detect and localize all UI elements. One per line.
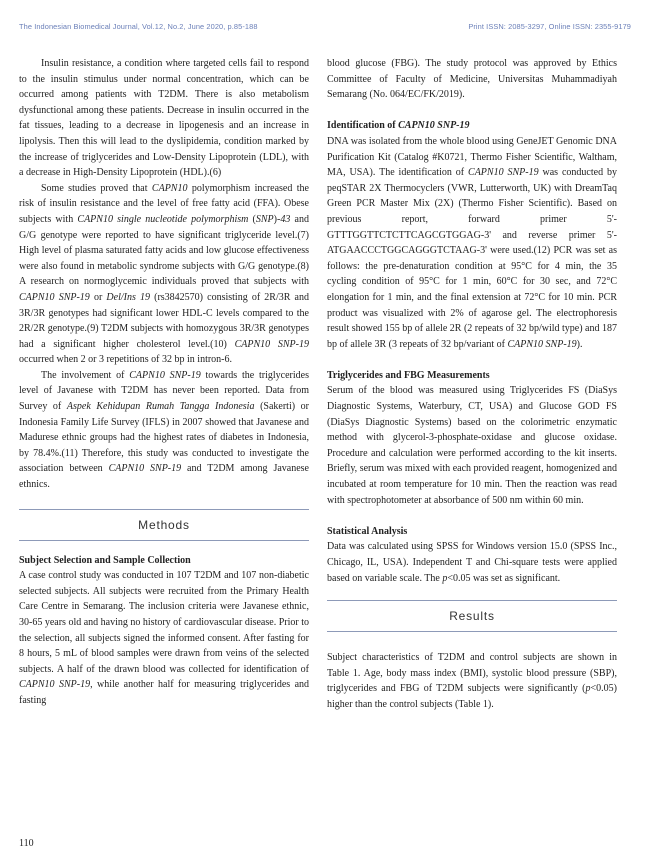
identification-heading: Identification of CAPN10 SNP-19 xyxy=(327,120,470,132)
left-column xyxy=(19,56,309,709)
right-column xyxy=(327,56,617,713)
paragraph-capn10-studies: Some studies proved that CAPN10 polymorphism increased the risk of insulin resistance and the level of free fatty acid (FFA). Obese subjects with CAPN10 single nucleotide polymorphism (SNP)-43 and G/G genotype were reported to have significant triglyceride level.(7) High level of plasma saturated fatty acids and low glucose effectiveness were also found in metabolic syndrome subjects with G/G genotype.(8) A research on normoglycemic individuals proved that subjects with CAPN10 SNP-19 or Del/Ins 19 (rs3842570) consisting of 2R/3R and 3R/3R genotypes had significant lower HDL-C levels compared to the 2R/2R genotype.(9) T2DM subjects with homozygous 3R/3R genotypes had a significant higher cholesterol level.(10) CAPN10 SNP-19 occurred when 2 or 3 repetitions of 32 bp in intron-6. xyxy=(19,182,309,366)
results-section-title: Results xyxy=(327,600,617,632)
methods-section-title: Methods xyxy=(19,509,309,541)
issn-header: Print ISSN: 2085-3297, Online ISSN: 2355-9179 xyxy=(468,22,631,31)
paragraph-results: Subject characteristics of T2DM and control subjects are shown in Table 1. Age, body mass index (BMI), systolic blood pressure (SBP), triglycerides and FBG of T2DM subjects were significantly (p<0.05) higher than the control subjects (Table 1). xyxy=(327,652,617,710)
paragraph-ethics: blood glucose (FBG). The study protocol was approved by Ethics Committee of Faculty of Medicine, Universitas Muhammadiyah Semarang (No. 064/EC/FK/2019). xyxy=(327,58,617,101)
paragraph-dna-isolation: DNA was isolated from the whole blood using GeneJET Genomic DNA Purification Kit (Catalog #K0721, Thermo Fisher Scientific, Waltham, MA, USA). The identification of CAPN10 SNP-19 was conducted by peqSTAR 2X Thermocyclers (VWR, Lutterworth, UK) with DreamTaq Green PCR Master Mix (2X) (Thermo Fisher Scientific). Based on previous report, forward primer 5'-GTTTGGTTCTCTTCAGCGTGGAG-3' and reverse primer 5'-ATGAACCCTGGCAGGGTCTAAG-3' were used.(12) PCR was set as follows: the pre-denaturation condition at 95°C for 4 min, the 35 cycling condition of 95°C for 1 min, 60°C for 30 sec, and 72°C elongation for 1 min, and the final extension at 72°C for 10 min. PCR product was visualized with 2% of agarose gel. The electrophoresis result showed 155 bp of allele 2R (2 repeats of 32 bp/wild type) and 187 bp of allele 3R (3 repeats of 32 bp/variant of CAPN10 SNP-19). xyxy=(327,135,617,350)
subject-selection-heading: Subject Selection and Sample Collection xyxy=(19,554,191,566)
statistical-heading: Statistical Analysis xyxy=(327,525,408,537)
journal-header: The Indonesian Biomedical Journal, Vol.12, No.2, June 2020, p.85-188 xyxy=(19,22,258,31)
paragraph-statistics: Data was calculated using SPSS for Windows version 15.0 (SPSS Inc., Chicago, IL, USA). Independent T and Chi-square tests were applied based on variable scale. The p<0.05 was set as significant. xyxy=(327,541,617,584)
triglycerides-heading: Triglycerides and FBG Measurements xyxy=(327,369,490,381)
paragraph-case-control: A case control study was conducted in 107 T2DM and 107 non-diabetic selected subjects. All subjects were recruited from the Primary Health Care Centre in Semarang. The inclusion criteria were Javanese ethnic, 30-65 years old and having no history of cardiovascular disease. Prior to the selection, all subjects signed the informed consent. After fasting for 8 hours, 5 mL of blood samples were drawn from veins of the selected subjects. A half of the drawn blood was collected for identification of CAPN10 SNP-19, while another half for measuring triglycerides and fasting xyxy=(19,570,310,706)
paragraph-insulin-resistance: Insulin resistance, a condition where targeted cells fail to respond to the insulin stimulus under normal concentration, which can be occurred among patients with T2DM. There is also metabolism dysfunctional among these patients. Decrease in insulin occurred in the fat tissues, leading to a decrease in lipogenesis and an increase in lipolysis. Then this will lead to the dyslipidemia, condition marked by the increase of triglycerides and Low-Density Lipoprotein (LDL), with a decrease in High-Density Lipoprotein (HDL).(6) xyxy=(19,58,309,179)
paragraph-javanese-involvement: The involvement of CAPN10 SNP-19 towards the triglycerides level of Javanese with T2DM has never been reported. Data from Survey of Aspek Kehidupan Rumah Tangga Indonesia (Sakerti) or Indonesia Family Life Survey (IFLS) in 2007 showed that Javanese and Madurese ethnic groups had the highest rates of diabetes in Indonesia, by 78.4%.(11) Therefore, this study was conducted to investigate the association between CAPN10 SNP-19 and T2DM among Javanese ethnics. xyxy=(19,369,309,491)
page-number: 110 xyxy=(19,838,34,849)
paragraph-serum-measurement: Serum of the blood was measured using Triglycerides FS (DiaSys Diagnostic Systems, Waterbury, CT, USA) and Glucose GOD FS (DiaSys Diagnostic Systems) based on the colorimetric enzymatic method with glycerol-3-phosphate-oxidase and glucose oxidase. Procedure and calculation were performed according to the kit inserts. Briefly, serum was mixed with each provided reagent, homogenized and incubated at room temperature for 10 min. Then the reaction was read with spectrophotometer at absorbance of 500 nm within 60 min. xyxy=(327,385,617,506)
